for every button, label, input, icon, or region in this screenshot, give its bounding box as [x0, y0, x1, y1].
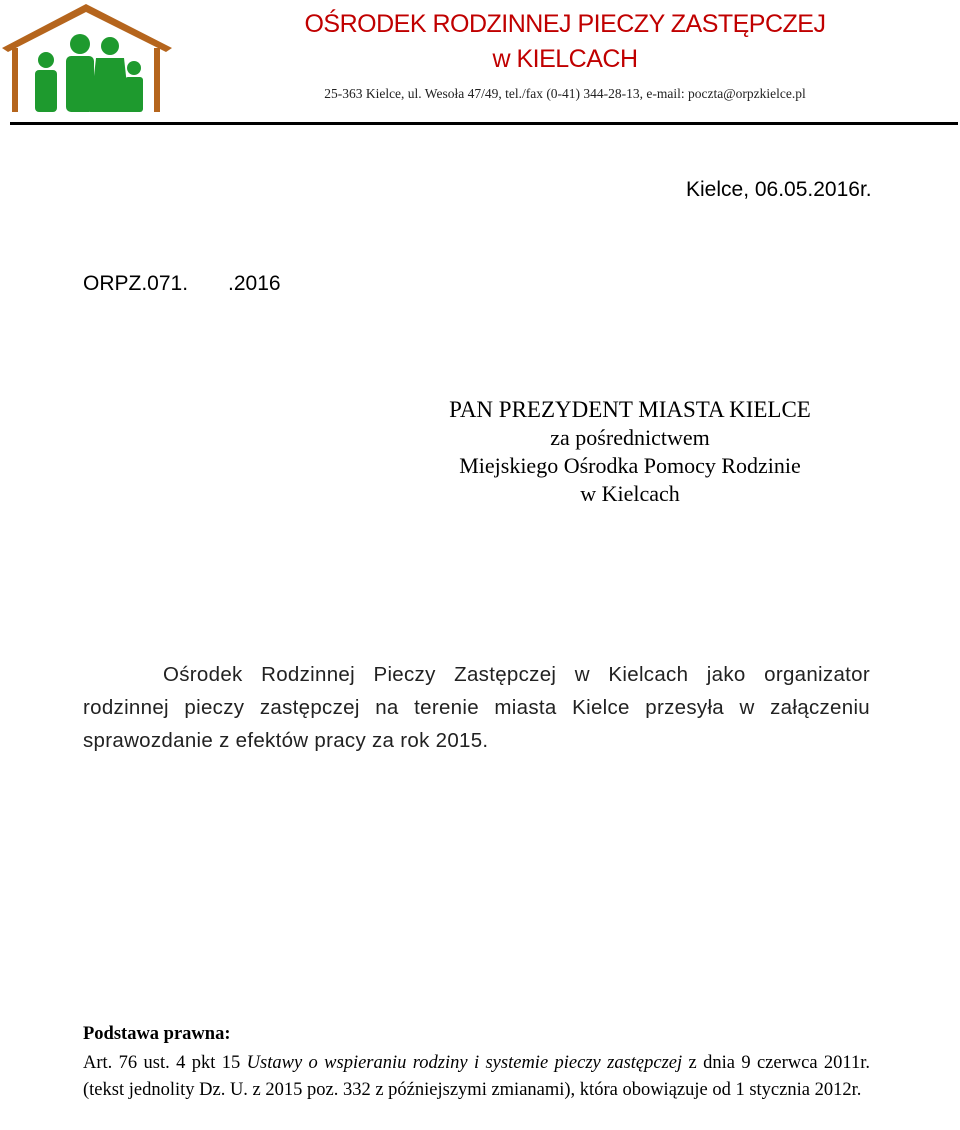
org-logo	[2, 4, 172, 114]
legal-basis-part2: z dnia 9 czerwca 2011r. (tekst jednolity Dz. U. z 2015 poz. 332 z późniejszymi zmianami), która obowiązuje od 1 stycznia 2012r.	[83, 1053, 870, 1100]
act-title: Ustawy o wspieraniu rodziny i systemie pieczy zastępczej	[246, 1053, 683, 1073]
reference-prefix: ORPZ.071.	[83, 272, 189, 295]
legal-basis-heading: Podstawa prawna:	[83, 1024, 231, 1044]
addressee-line: PAN PREZYDENT MIASTA KIELCE	[449, 397, 811, 422]
logo-wall-left	[12, 48, 18, 112]
letter-date: Kielce, 06.05.2016r.	[686, 178, 872, 201]
logo-family-figures	[35, 34, 143, 112]
addressee-block	[330, 396, 930, 508]
org-name-line1: OŚRODEK RODZINNEJ PIECZY ZASTĘPCZEJ	[304, 10, 826, 38]
letter-body: Ośrodek Rodzinnej Pieczy Zastępczej w Kielcach jako organizator rodzinnej pieczy zastępczej na terenie miasta Kielce przesyła w załączeniu sprawozdanie z efektów pracy za rok 2015.	[83, 663, 870, 752]
legal-basis-text	[83, 1050, 870, 1104]
header-divider	[10, 122, 958, 125]
addressee-line: za pośrednictwem	[550, 425, 710, 450]
addressee-line: w Kielcach	[580, 481, 680, 506]
org-name-line2: w KIELCACH	[492, 45, 638, 73]
logo-wall-right	[154, 48, 160, 112]
legal-basis-part1: Art. 76 ust. 4 pkt 15	[83, 1053, 247, 1073]
reference-suffix: .2016	[228, 272, 281, 295]
reference-number	[83, 272, 281, 296]
org-contact-info: 25-363 Kielce, ul. Wesoła 47/49, tel./fax (0-41) 344-28-13, e-mail: poczta@orpzkielce.pl	[324, 86, 806, 101]
addressee-line: Miejskiego Ośrodka Pomocy Rodzinie	[459, 453, 801, 478]
